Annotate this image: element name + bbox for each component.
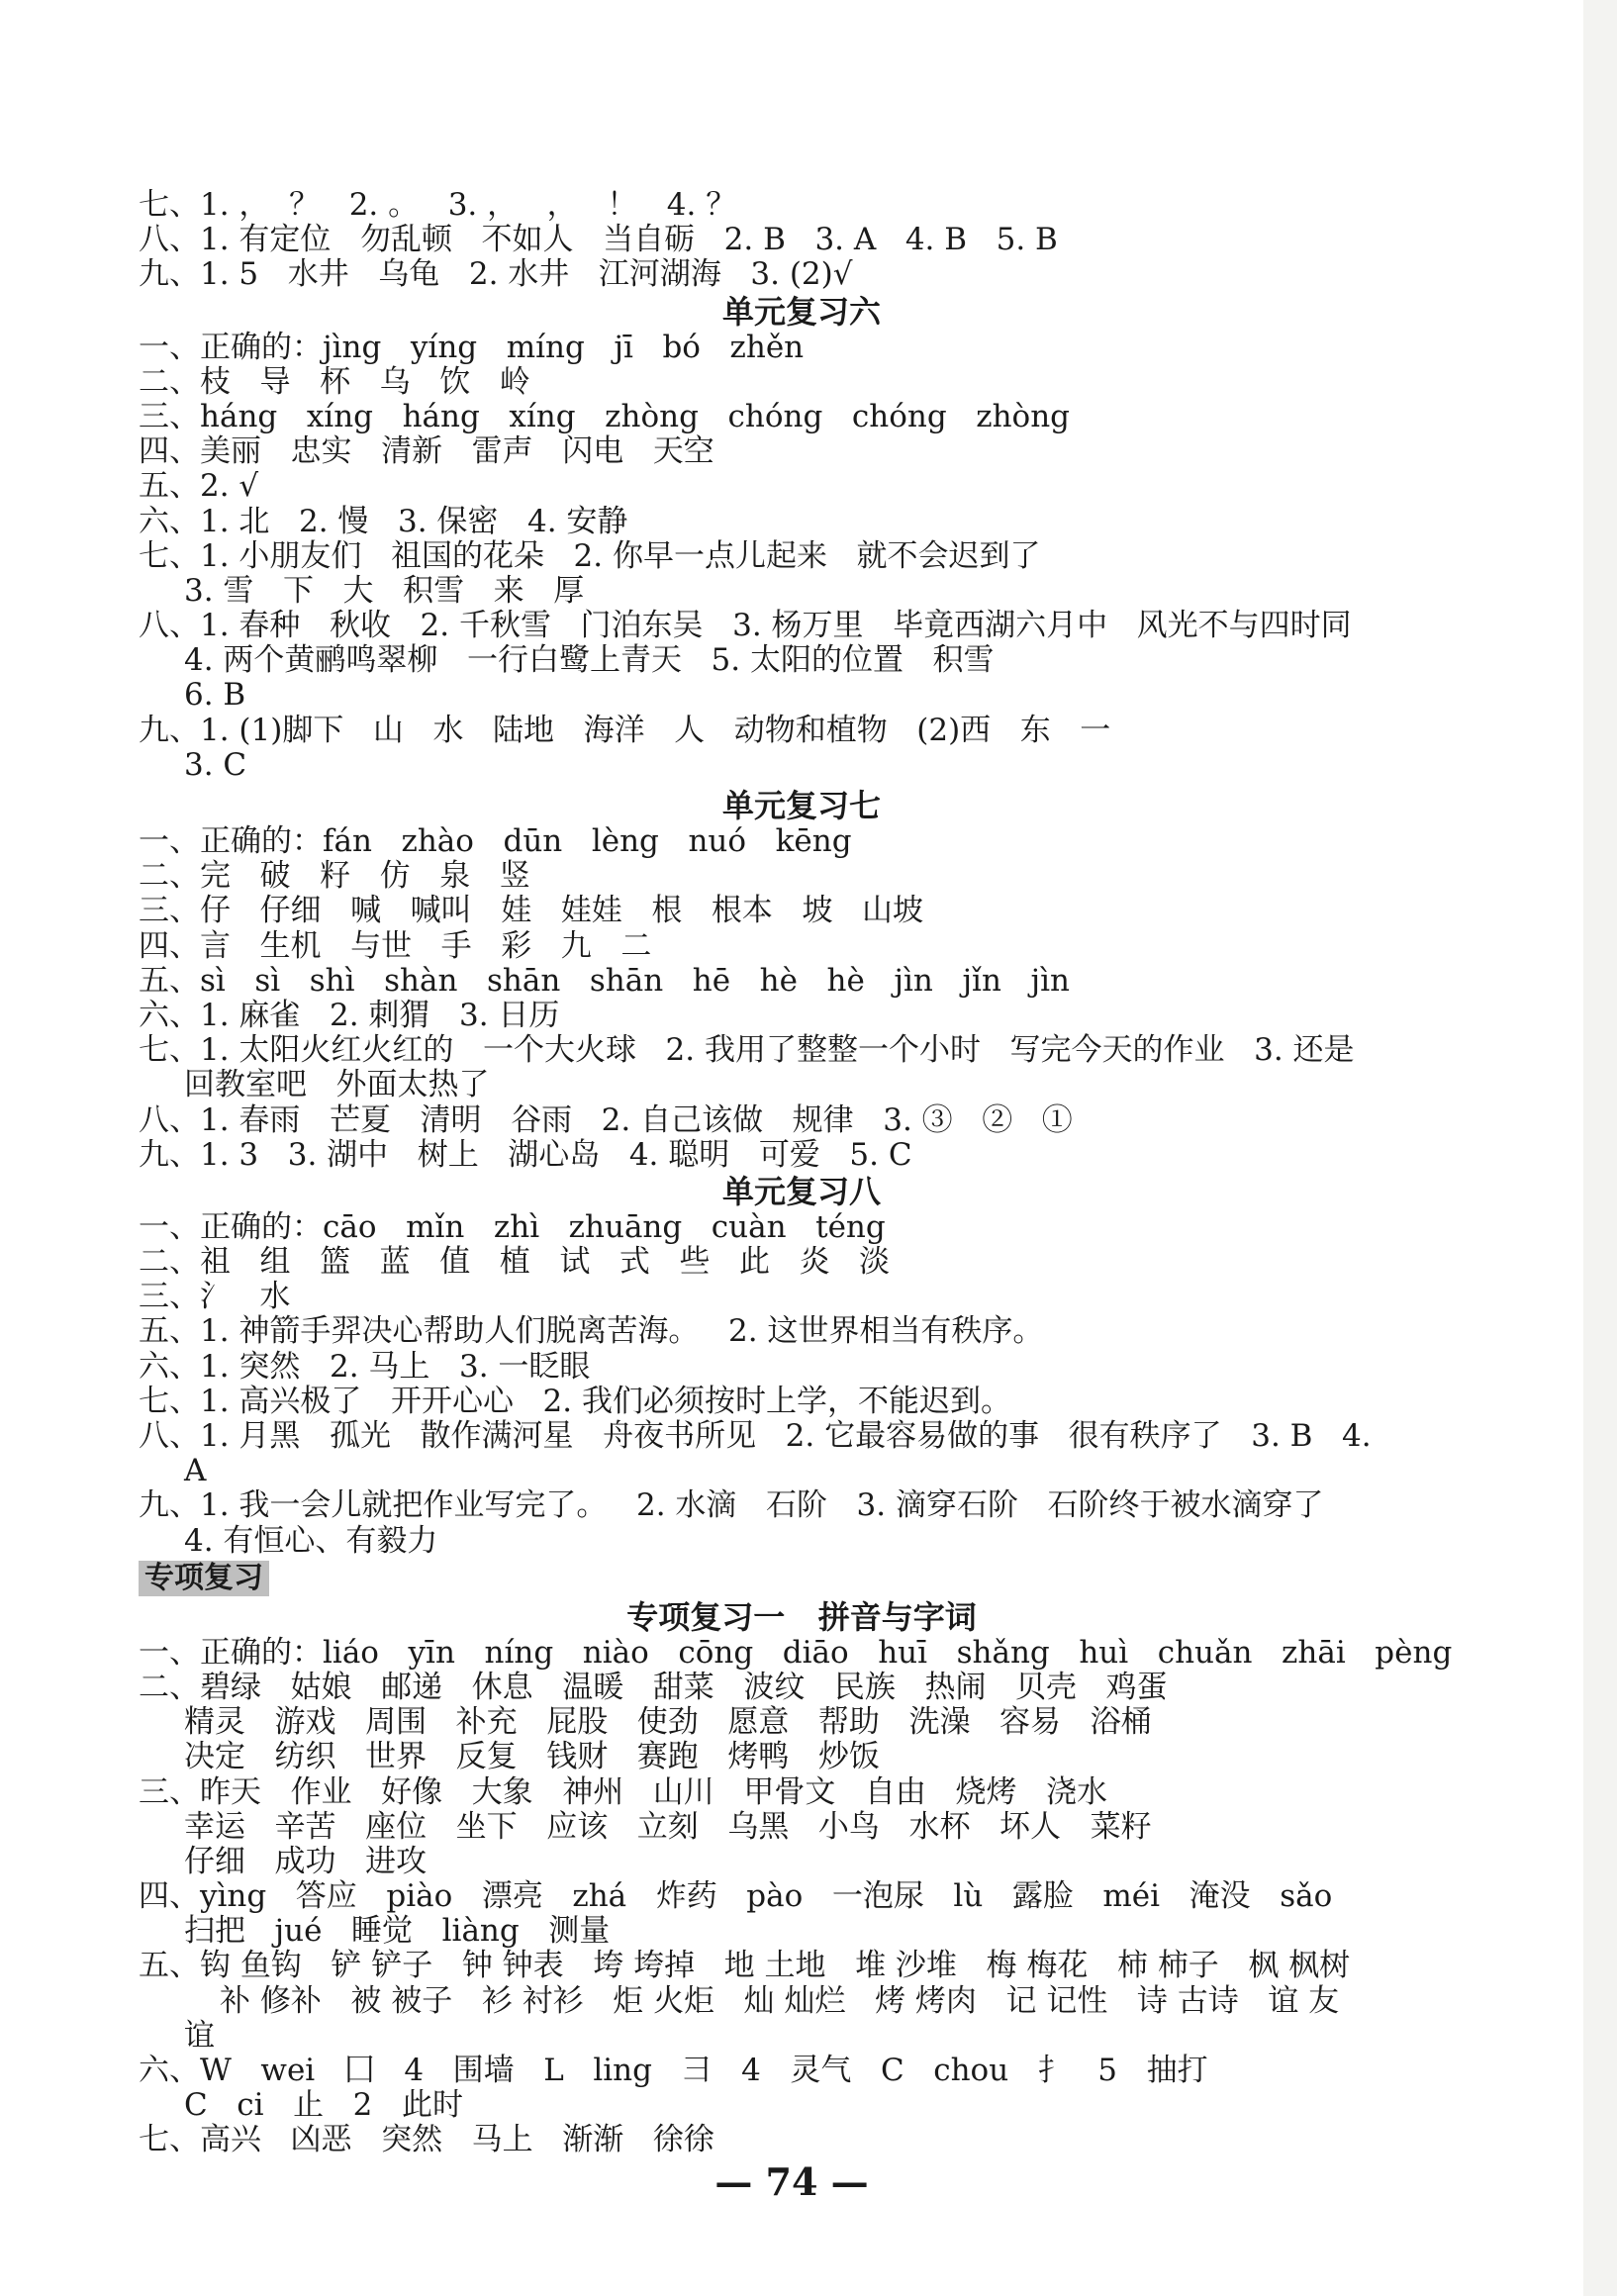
answer-line: 三、氵 水 bbox=[139, 1279, 291, 1315]
special1-title: 专项复习一 拼音与字词 bbox=[626, 1597, 977, 1636]
answer-line: 三、仔 仔细 喊 喊叫 娃 娃娃 根 根本 坡 山坡 bbox=[139, 893, 924, 929]
answer-line: 九、1. 5 水井 乌龟 2. 水井 江河湖海 3. (2)√ bbox=[139, 256, 853, 293]
answer-line: 6. B bbox=[184, 677, 246, 714]
answer-line: 决定 纺织 世界 反复 钱财 赛跑 烤鸭 炒饭 bbox=[184, 1739, 880, 1775]
answer-line: 九、1. 我一会儿就把作业写完了。 2. 水滴 石阶 3. 滴穿石阶 石阶终于被水滴穿了 bbox=[139, 1487, 1324, 1524]
answer-line: 一、正确的：jìng yíng míng jī bó zhěn bbox=[139, 329, 805, 365]
answer-line: 七、1. 太阳火红火红的 一个大火球 2. 我用了整整一个小时 写完今天的作业 3. 还是 bbox=[139, 1032, 1355, 1069]
answer-line: 三、háng xíng háng xíng zhòng chóng chóng zhòng bbox=[139, 398, 1071, 434]
answer-line: C ci 止 2 此时 bbox=[184, 2087, 463, 2124]
answer-line: 八、1. 春种 秋收 2. 千秋雪 门泊东吴 3. 杨万里 毕竟西湖六月中 风光不与四时同 bbox=[139, 608, 1352, 644]
answer-line: 补 修补 被 被子 衫 衬衫 炬 火炬 灿 灿烂 烤 烤肉 记 记性 诗 古诗 谊 友 bbox=[220, 1982, 1340, 2019]
answer-line: 五、钩 鱼钩 铲 铲子 钟 钟表 垮 垮掉 地 土地 堆 沙堆 梅 梅花 柿 柿子 枫 枫树 bbox=[139, 1948, 1351, 1984]
answer-line: 六、1. 麻雀 2. 刺猬 3. 日历 bbox=[139, 997, 560, 1033]
answer-line: 七、1. ， ？ 2. 。 3. ， ， ！ 4. ？ bbox=[139, 187, 737, 223]
answer-line: 仔细 成功 进攻 bbox=[184, 1843, 428, 1879]
answer-line: 六、1. 北 2. 慢 3. 保密 4. 安静 bbox=[139, 503, 628, 539]
answer-line: 七、高兴 凶恶 突然 马上 渐渐 徐徐 bbox=[139, 2122, 714, 2158]
answer-line: 三、昨天 作业 好像 大象 神州 山川 甲骨文 自由 烧烤 浇水 bbox=[139, 1773, 1108, 1810]
answer-line: 五、sì sì shì shàn shān shān hē hè hè jìn jǐn jìn bbox=[139, 962, 1070, 999]
unit6-answers bbox=[139, 331, 1465, 783]
answer-line: 一、正确的：fán zhào dūn lèng nuó kēng bbox=[139, 823, 852, 859]
answer-line: 二、完 破 籽 仿 泉 竖 bbox=[139, 858, 530, 895]
answer-line: 精灵 游戏 周围 补充 屁股 使劲 愿意 帮助 洗澡 容易 浴桶 bbox=[184, 1704, 1152, 1741]
answer-line: 八、1. 有定位 勿乱顿 不如人 当自砺 2. B 3. A 4. B 5. B bbox=[139, 222, 1058, 258]
answer-line: 4. 有恒心、有毅力 bbox=[184, 1522, 438, 1559]
answer-line: 四、言 生机 与世 手 彩 九 二 bbox=[139, 927, 652, 964]
answer-content bbox=[139, 188, 1465, 2158]
answer-line: 六、1. 突然 2. 马上 3. 一眨眼 bbox=[139, 1348, 591, 1385]
answer-line: A bbox=[184, 1453, 207, 1489]
answer-line: 3. 雪 下 大 积雪 来 厚 bbox=[184, 572, 585, 609]
answer-line: 四、美丽 忠实 清新 雷声 闪电 天空 bbox=[139, 433, 714, 470]
answer-line: 二、祖 组 篮 蓝 值 植 试 式 些 此 炎 淡 bbox=[139, 1244, 891, 1281]
answer-line: 五、2. √ bbox=[139, 468, 259, 505]
answer-line: 二、枝 导 杯 乌 饮 岭 bbox=[139, 363, 530, 400]
special-review-label: 专项复习 bbox=[139, 1561, 269, 1596]
answer-line: 谊 bbox=[184, 2017, 215, 2054]
special-review-badge bbox=[139, 1559, 1465, 1598]
answer-line: 五、1. 神箭手羿决心帮助人们脱离苦海。 2. 这世界相当有秩序。 bbox=[139, 1313, 1044, 1350]
page-number: — 74 — bbox=[714, 2159, 869, 2204]
special1-answers bbox=[139, 1636, 1465, 2158]
answer-line: 幸运 辛苦 座位 坐下 应该 立刻 乌黑 小鸟 水杯 坏人 菜籽 bbox=[184, 1808, 1152, 1845]
unit6-title: 单元复习六 bbox=[721, 292, 881, 331]
answer-line: 回教室吧 外面太热了 bbox=[184, 1067, 490, 1103]
answer-line: 四、yìng 答应 piào 漂亮 zhá 炸药 pào 一泡尿 lù 露脸 méi 淹没 sǎo bbox=[139, 1878, 1333, 1915]
answer-line: 七、1. 高兴极了 开开心心 2. 我们必须按时上学，不能迟到。 bbox=[139, 1383, 1011, 1419]
answer-line: 二、碧绿 姑娘 邮递 休息 温暖 甜菜 波纹 民族 热闹 贝壳 鸡蛋 bbox=[139, 1669, 1168, 1705]
answer-line: 一、正确的：liáo yīn níng niào cōng diāo huī shǎng huì chuǎn zhāi pèng bbox=[139, 1634, 1453, 1671]
answer-line: 九、1. 3 3. 湖中 树上 湖心岛 4. 聪明 可爱 5. C bbox=[139, 1136, 912, 1173]
unit7-answers bbox=[139, 824, 1465, 1173]
answer-line: 八、1. 月黑 孤光 散作满河星 舟夜书所见 2. 它最容易做的事 很有秩序了 3. B 4. bbox=[139, 1418, 1372, 1454]
answer-line: 扫把 jué 睡觉 liàng 测量 bbox=[184, 1913, 611, 1950]
answer-line: 九、1. (1)脚下 山 水 陆地 海洋 人 动物和植物 (2)西 东 一 bbox=[139, 712, 1111, 748]
answer-line: 七、1. 小朋友们 祖国的花朵 2. 你早一点儿起来 就不会迟到了 bbox=[139, 537, 1041, 574]
answer-line: 3. C bbox=[184, 746, 247, 783]
unit5-tail-answers bbox=[139, 188, 1465, 293]
unit8-answers bbox=[139, 1210, 1465, 1559]
answer-line: 一、正确的：cāo mǐn zhì zhuāng cuàn téng bbox=[139, 1208, 886, 1245]
answer-line: 六、W wei 囗 4 围墙 L ling 彐 4 灵气 C chou 扌 5 抽打 bbox=[139, 2053, 1208, 2088]
answer-line: 八、1. 春雨 芒夏 清明 谷雨 2. 自己该做 规律 3. ③ ② ① bbox=[139, 1101, 1073, 1138]
unit8-title: 单元复习八 bbox=[721, 1172, 881, 1210]
answer-line: 4. 两个黄鹂鸣翠柳 一行白鹭上青天 5. 太阳的位置 积雪 bbox=[184, 642, 995, 679]
unit7-title: 单元复习七 bbox=[721, 787, 881, 824]
